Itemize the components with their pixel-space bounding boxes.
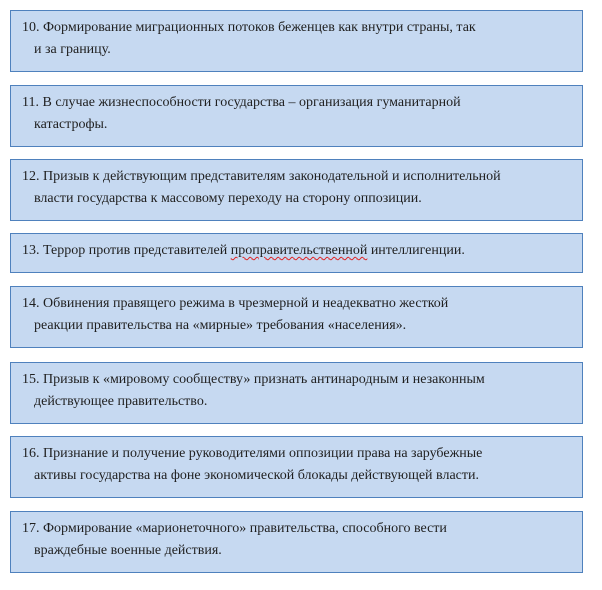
item-12-line-1: 12. Призыв к действующим представителям законодательной и исполнительной [22,169,501,184]
list-item-10 [10,10,583,72]
list-item-17 [10,511,583,573]
item-11-line-2: катастрофы. [34,117,108,132]
item-13-line-1 [22,240,572,262]
item-14-line-1: 14. Обвинения правящего режима в чрезмерной и неадекватно жесткой [22,296,449,311]
item-15-line-2: действующее правительство. [34,394,208,409]
item-12-line-2: власти государства к массовому переходу на сторону оппозиции. [34,191,422,206]
item-10-line-2: и за границу. [34,42,111,57]
item-13-text-after: интеллигенции. [367,243,465,258]
list-item-11 [10,85,583,147]
item-13-text-before: 13. Террор против представителей [22,243,231,258]
item-15-line-1: 15. Призыв к «мировому сообществу» признать антинародным и незаконным [22,372,485,387]
list-item-16 [10,436,583,498]
item-13-misspelled-word: проправительственной [230,243,368,258]
list-item-12 [10,159,583,221]
item-11-line-1: 11. В случае жизнеспособности государства – организация гуманитарной [22,95,461,110]
item-17-line-1: 17. Формирование «марионеточного» правительства, способного вести [22,521,447,536]
item-16-line-2: активы государства на фоне экономической блокады действующей власти. [34,468,479,483]
item-17-line-2: враждебные военные действия. [34,543,222,558]
item-16-line-1: 16. Признание и получение руководителями оппозиции права на зарубежные [22,446,483,461]
item-10-line-1: 10. Формирование миграционных потоков беженцев как внутри страны, так [22,20,476,35]
list-item-13 [10,233,583,273]
list-item-15 [10,362,583,424]
item-14-line-2: реакции правительства на «мирные» требования «населения». [34,318,407,333]
list-item-14 [10,286,583,348]
